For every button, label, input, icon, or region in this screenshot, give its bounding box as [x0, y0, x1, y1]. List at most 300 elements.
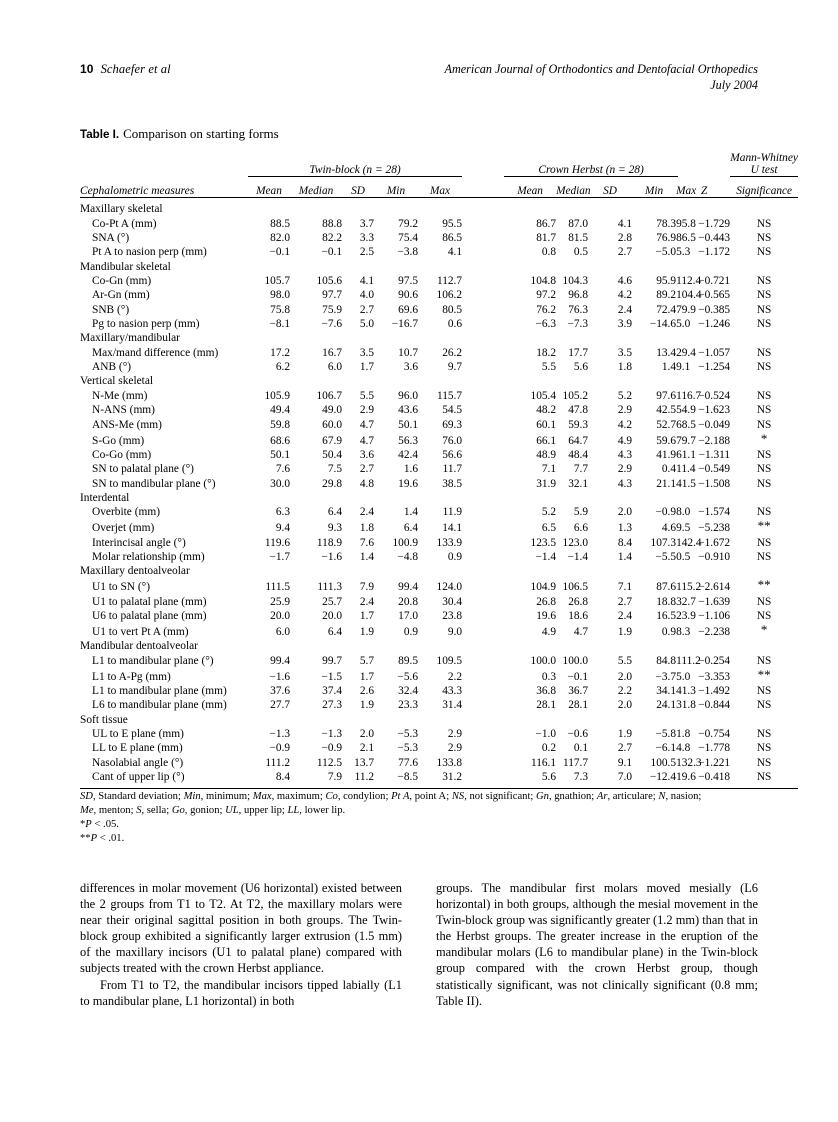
- table-row: [80, 577, 798, 593]
- cell-tb-sd: 7.9: [359, 581, 374, 594]
- cell-tb-min: 1.4: [403, 506, 418, 519]
- cell-tb-min: −4.8: [397, 550, 418, 563]
- cell-tb-min: 0.9: [403, 625, 418, 638]
- cell-ch-median: 106.5: [562, 581, 589, 594]
- page-number: 10: [80, 62, 94, 76]
- cell-tb-max: 4.1: [447, 246, 463, 259]
- cell-tb-sd: 4.7: [359, 434, 374, 447]
- table-row: [80, 416, 798, 430]
- cell-tb-mean: −8.1: [269, 318, 290, 331]
- group-gap: [678, 152, 730, 177]
- cell-ch-median: 0.1: [573, 742, 589, 755]
- column-header-ch-min: Min: [644, 185, 664, 197]
- cell-gap: [462, 215, 504, 229]
- cell-ch-max: 79.9: [676, 303, 696, 316]
- cell-tb-mean: 98.0: [270, 289, 290, 302]
- cell-ch-mean: 104.8: [530, 275, 557, 288]
- cell-significance: **: [757, 577, 771, 593]
- cell-tb-sd: 2.9: [359, 404, 374, 417]
- cell-z: −3.353: [698, 670, 731, 683]
- cell-ch-mean: 28.1: [536, 699, 557, 712]
- cell-tb-max: 31.2: [442, 771, 463, 784]
- cell-tb-mean: 7.6: [275, 463, 290, 476]
- cell-tb-median: 118.9: [316, 536, 342, 549]
- cell-significance: NS: [756, 595, 772, 608]
- cell-tb-median: 60.0: [322, 418, 342, 431]
- cell-ch-sd: 5.2: [617, 389, 633, 402]
- row-label: Interincisal angle (°): [92, 536, 186, 549]
- cell-ch-median: 81.5: [568, 232, 589, 245]
- cell-tb-sd: 1.9: [359, 699, 374, 712]
- abbr-ll: LL: [287, 805, 300, 816]
- cell-gap: [462, 518, 504, 534]
- section-heading: Maxillary/mandibular: [80, 332, 180, 345]
- cell-tb-min: 3.6: [403, 361, 418, 374]
- cell-ch-max: 104.4: [676, 289, 702, 302]
- section-heading: Vertical skeletal: [80, 375, 154, 388]
- cell-gap: [462, 652, 504, 666]
- abbr-s: S: [136, 805, 142, 816]
- cell-ch-median: 64.7: [568, 434, 589, 447]
- cell-ch-sd: 1.3: [617, 522, 633, 535]
- cell-gap: [462, 359, 504, 373]
- abbr-n: N: [658, 791, 666, 802]
- cell-tb-max: 2.9: [447, 728, 463, 740]
- cell-ch-max: 142.4: [676, 536, 702, 549]
- column-header-ch-sd: SD: [603, 185, 617, 197]
- cell-tb-mean: 9.4: [275, 522, 290, 535]
- cell-ch-mean: 116.1: [530, 756, 557, 769]
- cell-tb-sd: 2.4: [359, 506, 374, 519]
- cell-tb-median: 50.4: [322, 448, 342, 461]
- cell-significance: **: [757, 518, 771, 534]
- cell-z: −0.549: [698, 463, 731, 476]
- cell-tb-max: 11.9: [442, 506, 463, 519]
- cell-tb-min: 19.6: [398, 477, 418, 490]
- cell-tb-min: 43.6: [398, 404, 418, 417]
- cell-gap: [462, 769, 504, 783]
- cell-significance: NS: [756, 756, 772, 769]
- cell-significance: NS: [756, 232, 772, 245]
- table-caption: [80, 126, 279, 142]
- cell-gap: [462, 549, 504, 563]
- cell-ch-min: 21.1: [656, 477, 677, 490]
- cell-significance: NS: [756, 728, 772, 740]
- section-header-row: [80, 201, 798, 215]
- table-row: [80, 683, 798, 697]
- cell-ch-min: 1.4: [661, 361, 677, 374]
- row-label: UL to E plane (mm): [92, 728, 184, 740]
- group-gap: [462, 152, 504, 177]
- cell-tb-sd: 4.0: [359, 289, 374, 302]
- cell-tb-mean: 8.4: [275, 771, 290, 784]
- cell-significance: NS: [756, 536, 772, 549]
- cell-significance: NS: [756, 289, 772, 302]
- row-label: LL to E plane (mm): [92, 742, 183, 755]
- cell-tb-max: 106.2: [436, 289, 463, 302]
- table-row: [80, 316, 798, 330]
- table-row: [80, 287, 798, 301]
- table-row: [80, 769, 798, 783]
- cell-z: −1.106: [698, 609, 731, 622]
- cell-tb-mean: 17.2: [270, 346, 290, 359]
- cell-ch-mean: 7.1: [541, 463, 557, 476]
- cell-tb-sd: 1.8: [359, 522, 374, 535]
- table-row: [80, 244, 798, 258]
- cell-ch-max: 8.3: [676, 625, 691, 638]
- cell-z: −1.311: [698, 448, 731, 461]
- cell-tb-max: 0.6: [447, 318, 463, 331]
- cell-ch-sd: 5.5: [617, 654, 633, 667]
- cell-ch-max: 41.3: [676, 684, 696, 697]
- cell-tb-median: 6.0: [327, 361, 342, 374]
- cell-ch-median: 4.7: [573, 625, 589, 638]
- cell-z: −0.385: [698, 303, 731, 316]
- cell-ch-median: 6.6: [573, 522, 589, 535]
- cell-tb-mean: −0.1: [269, 246, 290, 259]
- cell-z: −1.254: [698, 361, 731, 374]
- group-header-spacer: [80, 152, 248, 177]
- cell-gap: [462, 667, 504, 683]
- row-label: U1 to SN (°): [92, 581, 151, 594]
- cell-tb-min: −5.3: [397, 742, 418, 755]
- column-header-ch-max: Max: [676, 185, 697, 197]
- row-label: SNB (°): [92, 303, 130, 316]
- cell-tb-sd: 1.7: [359, 609, 374, 622]
- column-header-z: Z: [700, 185, 708, 197]
- cell-z: −2.238: [698, 625, 731, 638]
- cell-tb-sd: 1.7: [359, 670, 374, 683]
- cell-z: −0.254: [698, 654, 731, 667]
- cell-ch-median: 18.6: [568, 609, 589, 622]
- cell-z: −1.672: [698, 536, 731, 549]
- cell-ch-mean: 5.6: [541, 771, 557, 784]
- cell-z: −0.721: [698, 275, 731, 288]
- table-row: [80, 534, 798, 548]
- cell-significance: NS: [756, 448, 772, 461]
- cell-tb-mean: 119.6: [264, 536, 290, 549]
- cell-ch-median: −7.3: [567, 318, 589, 331]
- cell-tb-mean: 49.4: [270, 404, 290, 417]
- cell-ch-median: 104.3: [562, 275, 589, 288]
- footnote-p01: **P < .01.: [80, 833, 125, 844]
- cell-significance: NS: [756, 346, 772, 359]
- cell-gap: [462, 504, 504, 518]
- cell-tb-min: 10.7: [398, 346, 418, 359]
- cell-significance: NS: [756, 361, 772, 374]
- cell-significance: NS: [756, 303, 772, 316]
- cell-ch-max: 68.5: [676, 418, 696, 431]
- table-row: [80, 475, 798, 489]
- column-header-tb-sd: SD: [351, 185, 365, 197]
- cell-tb-median: 27.3: [322, 699, 342, 712]
- cell-tb-median: 20.0: [322, 609, 342, 622]
- cell-ch-min: 84.8: [656, 654, 677, 667]
- cell-ch-median: 7.7: [573, 463, 589, 476]
- cell-z: −0.565: [698, 289, 731, 302]
- table-row: [80, 461, 798, 475]
- cell-z: −0.418: [698, 771, 731, 784]
- section-header-row: [80, 490, 798, 504]
- cell-ch-mean: 105.4: [530, 389, 557, 402]
- cell-ch-sd: 4.1: [617, 217, 633, 230]
- cell-tb-min: 42.4: [398, 448, 418, 461]
- table-row: [80, 549, 798, 563]
- table-row: [80, 230, 798, 244]
- cell-tb-mean: 105.9: [264, 389, 290, 402]
- cell-ch-sd: 1.4: [617, 550, 633, 563]
- cell-z: −0.844: [698, 699, 731, 712]
- cell-tb-max: 11.7: [442, 463, 463, 476]
- table-row: [80, 726, 798, 740]
- cell-gap: [462, 593, 504, 607]
- cell-ch-mean: 48.2: [536, 404, 557, 417]
- cell-tb-median: 99.7: [322, 654, 342, 667]
- cell-ch-min: 34.1: [656, 684, 677, 697]
- table-row: [80, 697, 798, 711]
- cell-tb-min: −16.7: [391, 318, 418, 331]
- cell-ch-max: 4.8: [676, 742, 691, 755]
- cell-significance: NS: [756, 275, 772, 288]
- cell-ch-median: 17.7: [568, 346, 589, 359]
- cell-ch-max: 1.8: [676, 728, 691, 740]
- cell-significance: NS: [756, 771, 772, 784]
- cell-ch-max: 9.1: [676, 361, 691, 374]
- abbr-ul: UL: [225, 805, 239, 816]
- table-bottom-rule-cell: [80, 783, 798, 789]
- cell-gap: [462, 287, 504, 301]
- table-row: [80, 518, 798, 534]
- row-label: SN to palatal plane (°): [92, 463, 194, 476]
- running-head-left: [80, 62, 171, 77]
- cell-significance: NS: [756, 699, 772, 712]
- cell-ch-median: −1.4: [567, 550, 589, 563]
- cell-ch-max: 132.3: [676, 756, 702, 769]
- cell-ch-mean: 31.9: [536, 477, 557, 490]
- cell-tb-median: 7.5: [327, 463, 342, 476]
- cell-tb-min: 50.1: [398, 418, 418, 431]
- cell-significance: NS: [756, 217, 772, 230]
- cell-ch-min: 18.8: [656, 595, 677, 608]
- cell-significance: NS: [756, 506, 772, 519]
- cell-gap: [462, 316, 504, 330]
- cell-gap: [462, 622, 504, 638]
- cell-ch-min: 76.9: [656, 232, 677, 245]
- cell-tb-mean: 37.6: [270, 684, 290, 697]
- cell-tb-mean: 68.6: [270, 434, 290, 447]
- cell-ch-max: 32.7: [676, 595, 696, 608]
- row-label: SN to mandibular plane (°): [92, 477, 216, 490]
- cell-tb-mean: 6.2: [275, 361, 290, 374]
- cell-gap: [462, 534, 504, 548]
- section-header-row: [80, 258, 798, 272]
- cell-z: −1.729: [698, 217, 731, 230]
- cell-ch-mean: 100.0: [530, 654, 557, 667]
- cell-tb-median: 106.7: [316, 389, 342, 402]
- cell-gap: [462, 273, 504, 287]
- group-header-mann-whitney: Mann-Whitney U test: [730, 152, 798, 176]
- cell-tb-median: 49.0: [322, 404, 342, 417]
- cell-tb-max: 133.9: [436, 536, 463, 549]
- cell-tb-max: 80.5: [442, 303, 463, 316]
- cell-z: −1.574: [698, 506, 731, 519]
- table-row: [80, 504, 798, 518]
- cell-gap: [462, 461, 504, 475]
- cell-ch-sd: 2.9: [617, 404, 633, 417]
- cell-ch-median: 7.3: [573, 771, 589, 784]
- column-header-tb-min: Min: [386, 185, 406, 197]
- section-header-row: [80, 638, 798, 652]
- row-label: U1 to palatal plane (mm): [92, 595, 207, 608]
- cell-tb-mean: 111.2: [265, 756, 290, 769]
- cell-gap: [462, 230, 504, 244]
- cell-ch-max: 115.2: [676, 581, 702, 594]
- table-row: [80, 593, 798, 607]
- cell-ch-max: 9.5: [676, 522, 691, 535]
- cell-tb-max: 23.8: [442, 609, 463, 622]
- abbr-me: Me: [80, 805, 94, 816]
- table-row: [80, 273, 798, 287]
- abbr-ns: NS: [451, 791, 465, 802]
- cell-tb-max: 109.5: [436, 654, 463, 667]
- cell-ch-max: 79.7: [676, 434, 696, 447]
- cell-z: −1.057: [698, 346, 731, 359]
- cell-tb-median: −1.5: [321, 670, 342, 683]
- cell-tb-median: 105.6: [316, 275, 342, 288]
- cell-ch-sd: 1.9: [617, 625, 633, 638]
- cell-tb-median: 111.3: [317, 581, 342, 594]
- cell-tb-min: 90.6: [398, 289, 418, 302]
- row-label: N-Me (mm): [92, 389, 148, 402]
- row-label: Ar-Gn (mm): [92, 289, 150, 302]
- cell-z: −1.778: [698, 742, 731, 755]
- cell-tb-mean: −1.3: [269, 728, 290, 740]
- cell-ch-min: −12.4: [649, 771, 677, 784]
- table-row: [80, 754, 798, 768]
- cell-tb-sd: 1.9: [359, 625, 374, 638]
- cell-tb-min: 23.3: [398, 699, 418, 712]
- cell-ch-min: 24.1: [656, 699, 677, 712]
- cell-significance: NS: [756, 742, 772, 755]
- cell-tb-sd: 3.6: [359, 448, 374, 461]
- row-label: L6 to mandibular plane (mm): [92, 699, 227, 712]
- cell-ch-median: 36.7: [568, 684, 589, 697]
- cell-significance: NS: [756, 246, 772, 259]
- cell-ch-min: −5.0: [655, 246, 677, 259]
- cell-significance: NS: [756, 418, 772, 431]
- cell-significance: *: [760, 430, 768, 446]
- cell-ch-min: 0.9: [661, 625, 677, 638]
- cell-ch-min: 41.9: [656, 448, 677, 461]
- section-heading: Mandibular dentoalveolar: [80, 640, 198, 653]
- cell-z: −5.238: [698, 522, 731, 535]
- row-label: Overbite (mm): [92, 506, 161, 519]
- cell-ch-mean: 0.8: [541, 246, 557, 259]
- cell-ch-min: −3.7: [655, 670, 677, 683]
- cell-tb-sd: 3.3: [359, 232, 374, 245]
- paragraph-incisor-tipping: From T1 to T2, the mandibular incisors tipped labially (L1 to mandibular plane, L1 horizontal) in both: [80, 977, 402, 1008]
- table-container: [80, 152, 798, 789]
- row-label: Pt A to nasion perp (mm): [92, 246, 207, 259]
- cell-ch-max: 29.4: [676, 346, 696, 359]
- cell-ch-min: 72.4: [656, 303, 677, 316]
- cell-ch-sd: 2.0: [617, 506, 633, 519]
- cell-tb-min: 75.4: [398, 232, 418, 245]
- running-head-right: [445, 62, 758, 93]
- cell-tb-min: 32.4: [398, 684, 418, 697]
- cell-ch-min: 97.6: [656, 389, 677, 402]
- cell-significance: NS: [756, 404, 772, 417]
- table-row: [80, 608, 798, 622]
- cell-tb-sd: 4.7: [359, 418, 374, 431]
- cell-gap: [462, 431, 504, 447]
- cell-tb-sd: 5.5: [359, 389, 374, 402]
- cell-tb-max: 2.2: [447, 670, 463, 683]
- cell-ch-median: 32.1: [568, 477, 589, 490]
- row-label: S-Go (mm): [92, 434, 145, 447]
- cell-tb-min: 69.6: [398, 303, 418, 316]
- cell-tb-median: 97.7: [322, 289, 342, 302]
- cell-tb-mean: 59.8: [270, 418, 290, 431]
- cell-ch-max: 111.2: [676, 654, 701, 667]
- cell-z: −1.172: [698, 246, 731, 259]
- table-row: [80, 652, 798, 666]
- cell-ch-median: 100.0: [562, 654, 589, 667]
- cell-ch-sd: 1.8: [617, 361, 633, 374]
- cell-tb-max: 2.9: [447, 742, 463, 755]
- cell-ch-max: 0.5: [676, 550, 691, 563]
- abbr-ar: Ar: [596, 791, 608, 802]
- running-head: [80, 62, 758, 96]
- row-label: Max/mand difference (mm): [92, 346, 219, 359]
- journal-title: American Journal of Orthodontics and Dentofacial Orthopedics: [444, 62, 758, 76]
- cell-ch-mean: −1.4: [535, 550, 557, 563]
- cell-ch-min: 89.2: [656, 289, 677, 302]
- cell-gap: [462, 726, 504, 740]
- group-header-crown-herbst: Crown Herbst (n = 28): [504, 152, 678, 177]
- cell-tb-max: 76.0: [442, 434, 463, 447]
- cell-tb-sd: 7.6: [359, 536, 374, 549]
- row-label: L1 to A-Pg (mm): [92, 670, 171, 683]
- table-row: [80, 402, 798, 416]
- cell-tb-median: −1.3: [321, 728, 342, 740]
- cell-tb-median: 112.5: [316, 756, 342, 769]
- cell-ch-sd: 2.9: [617, 463, 633, 476]
- row-label: SNA (°): [92, 232, 130, 245]
- cell-ch-min: 0.4: [661, 463, 677, 476]
- cell-ch-median: 96.8: [568, 289, 589, 302]
- footnote-p05: *P < .05.: [80, 819, 119, 830]
- section-heading: Interdental: [80, 491, 130, 504]
- cell-ch-mean: 123.5: [530, 536, 557, 549]
- cell-z: −2.188: [698, 434, 731, 447]
- row-label: L1 to mandibular plane (mm): [92, 684, 227, 697]
- cell-gap: [462, 244, 504, 258]
- cell-tb-mean: −1.7: [269, 550, 290, 563]
- cell-ch-min: −5.8: [655, 728, 677, 740]
- cell-z: −2.614: [698, 581, 731, 594]
- cell-gap: [462, 754, 504, 768]
- cell-gap: [462, 683, 504, 697]
- cell-tb-sd: 5.0: [359, 318, 374, 331]
- abbr-max: Max: [252, 791, 272, 802]
- cell-ch-sd: 2.2: [617, 684, 633, 697]
- section-heading: Maxillary skeletal: [80, 203, 163, 216]
- cell-ch-min: −0.9: [655, 506, 677, 519]
- cell-tb-max: 133.8: [436, 756, 463, 769]
- cell-tb-sd: 2.7: [359, 303, 374, 316]
- cell-tb-mean: 6.0: [275, 625, 290, 638]
